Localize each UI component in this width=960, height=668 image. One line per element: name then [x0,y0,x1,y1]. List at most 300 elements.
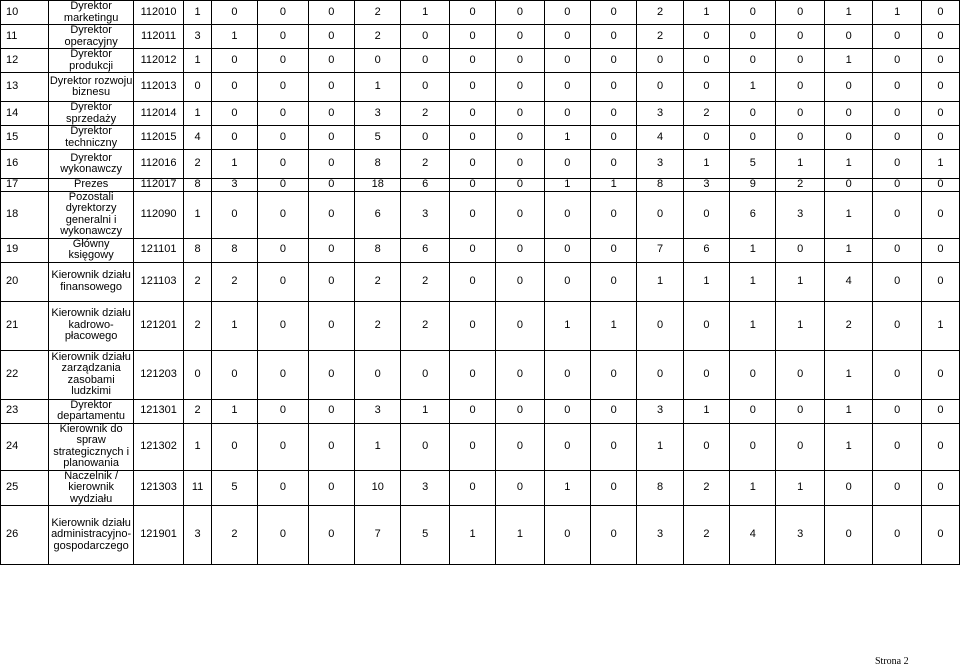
value-cell: 1 [730,262,776,301]
value-cell: 3 [776,191,824,238]
value-cell: 2 [824,301,872,350]
value-cell: 0 [824,73,872,102]
row-number: 20 [1,262,49,301]
row-number: 13 [1,73,49,102]
value-cell: 0 [308,1,354,25]
value-cell: 1 [776,470,824,506]
value-cell: 0 [544,150,590,179]
value-cell: 2 [211,506,257,565]
value-cell: 8 [637,470,683,506]
value-cell: 0 [873,191,921,238]
value-cell: 0 [211,350,257,399]
value-cell: 2 [355,262,401,301]
position-name: Dyrektor departamentu [49,399,133,423]
position-name: Dyrektor marketingu [49,1,133,25]
value-cell: 0 [683,350,729,399]
value-cell: 3 [211,179,257,192]
value-cell: 0 [401,423,449,470]
occupation-code: 121301 [133,399,184,423]
position-name: Dyrektor produkcji [49,49,133,73]
value-cell: 0 [308,262,354,301]
value-cell: 1 [544,301,590,350]
value-cell: 0 [449,238,495,262]
value-cell: 0 [308,126,354,150]
value-cell: 0 [873,506,921,565]
value-cell: 0 [184,350,211,399]
value-cell: 0 [591,25,637,49]
value-cell: 1 [824,191,872,238]
value-cell: 0 [544,191,590,238]
table-row [1,73,960,102]
value-cell: 0 [730,423,776,470]
value-cell: 0 [355,49,401,73]
value-cell: 0 [496,49,544,73]
value-cell: 1 [921,301,959,350]
value-cell: 1 [776,150,824,179]
value-cell: 0 [824,470,872,506]
value-cell: 0 [211,191,257,238]
value-cell: 0 [730,25,776,49]
value-cell: 0 [591,1,637,25]
value-cell: 1 [401,399,449,423]
value-cell: 1 [496,506,544,565]
value-cell: 0 [496,238,544,262]
position-name: Dyrektor techniczny [49,126,133,150]
value-cell: 1 [730,238,776,262]
value-cell: 0 [496,350,544,399]
table-row [1,399,960,423]
value-cell: 5 [211,470,257,506]
value-cell: 0 [824,126,872,150]
value-cell: 0 [308,399,354,423]
value-cell: 0 [591,262,637,301]
occupation-code: 112010 [133,1,184,25]
value-cell: 0 [591,49,637,73]
row-number: 22 [1,350,49,399]
value-cell: 0 [776,73,824,102]
occupation-code: 112090 [133,191,184,238]
table-row [1,350,960,399]
value-cell: 0 [591,423,637,470]
value-cell: 0 [921,350,959,399]
value-cell: 1 [683,262,729,301]
value-cell: 0 [921,506,959,565]
table-row [1,470,960,506]
value-cell: 0 [355,350,401,399]
position-name: Główny księgowy [49,238,133,262]
value-cell: 0 [873,423,921,470]
row-number: 17 [1,179,49,192]
value-cell: 5 [401,506,449,565]
value-cell: 1 [824,350,872,399]
value-cell: 0 [873,102,921,126]
value-cell: 1 [591,301,637,350]
value-cell: 10 [355,470,401,506]
value-cell: 0 [308,470,354,506]
value-cell: 0 [496,102,544,126]
value-cell: 11 [184,470,211,506]
value-cell: 0 [637,73,683,102]
value-cell: 0 [637,191,683,238]
value-cell: 1 [776,301,824,350]
value-cell: 0 [921,179,959,192]
value-cell: 5 [355,126,401,150]
value-cell: 0 [258,399,309,423]
value-cell: 0 [824,179,872,192]
value-cell: 1 [824,49,872,73]
occupation-code: 121303 [133,470,184,506]
value-cell: 0 [683,191,729,238]
value-cell: 0 [449,179,495,192]
value-cell: 0 [449,126,495,150]
table-row [1,191,960,238]
value-cell: 2 [637,25,683,49]
value-cell: 1 [824,399,872,423]
value-cell: 0 [496,1,544,25]
position-name: Kierownik działu finansowego [49,262,133,301]
value-cell: 4 [824,262,872,301]
value-cell: 0 [544,73,590,102]
value-cell: 0 [308,25,354,49]
value-cell: 2 [184,301,211,350]
value-cell: 0 [308,423,354,470]
value-cell: 5 [730,150,776,179]
value-cell: 3 [401,470,449,506]
value-cell: 0 [449,150,495,179]
value-cell: 0 [921,470,959,506]
position-name: Dyrektor rozwoju biznesu [49,73,133,102]
value-cell: 1 [184,423,211,470]
value-cell: 0 [258,102,309,126]
position-name: Dyrektor sprzedaży [49,102,133,126]
value-cell: 0 [730,126,776,150]
value-cell: 0 [544,350,590,399]
value-cell: 8 [355,150,401,179]
value-cell: 1 [449,506,495,565]
value-cell: 6 [401,179,449,192]
value-cell: 9 [730,179,776,192]
value-cell: 0 [591,102,637,126]
value-cell: 0 [496,179,544,192]
value-cell: 0 [496,126,544,150]
position-name: Kierownik działu kadrowo-płacowego [49,301,133,350]
position-name: Kierownik do spraw strategicznych i planowania [49,423,133,470]
value-cell: 2 [401,262,449,301]
value-cell: 3 [683,179,729,192]
value-cell: 1 [184,102,211,126]
value-cell: 0 [308,191,354,238]
occupation-code: 112016 [133,150,184,179]
table-row [1,1,960,25]
row-number: 26 [1,506,49,565]
value-cell: 0 [591,126,637,150]
value-cell: 1 [544,179,590,192]
value-cell: 0 [449,25,495,49]
value-cell: 0 [873,399,921,423]
value-cell: 0 [449,191,495,238]
value-cell: 0 [449,350,495,399]
occupation-code: 112017 [133,179,184,192]
value-cell: 1 [873,1,921,25]
value-cell: 1 [683,1,729,25]
value-cell: 0 [308,506,354,565]
occupation-code: 112014 [133,102,184,126]
table-row [1,262,960,301]
value-cell: 0 [496,470,544,506]
row-number: 24 [1,423,49,470]
value-cell: 0 [683,49,729,73]
value-cell: 0 [308,49,354,73]
value-cell: 6 [730,191,776,238]
value-cell: 0 [921,102,959,126]
value-cell: 0 [496,399,544,423]
value-cell: 0 [921,423,959,470]
value-cell: 3 [637,102,683,126]
value-cell: 0 [776,350,824,399]
value-cell: 0 [308,301,354,350]
table-row [1,238,960,262]
value-cell: 0 [401,126,449,150]
value-cell: 0 [258,126,309,150]
value-cell: 0 [873,126,921,150]
value-cell: 0 [496,301,544,350]
value-cell: 0 [873,470,921,506]
value-cell: 0 [637,301,683,350]
value-cell: 1 [184,1,211,25]
value-cell: 0 [496,73,544,102]
value-cell: 1 [211,301,257,350]
value-cell: 0 [873,238,921,262]
value-cell: 0 [308,350,354,399]
value-cell: 6 [355,191,401,238]
value-cell: 3 [776,506,824,565]
value-cell: 7 [637,238,683,262]
value-cell: 0 [730,49,776,73]
value-cell: 4 [730,506,776,565]
value-cell: 8 [211,238,257,262]
value-cell: 0 [308,73,354,102]
value-cell: 0 [776,126,824,150]
occupation-code: 121901 [133,506,184,565]
value-cell: 0 [824,102,872,126]
value-cell: 2 [355,301,401,350]
table-row [1,126,960,150]
value-cell: 0 [921,49,959,73]
value-cell: 0 [496,262,544,301]
value-cell: 6 [401,238,449,262]
value-cell: 7 [355,506,401,565]
value-cell: 0 [544,102,590,126]
value-cell: 0 [258,179,309,192]
value-cell: 0 [258,262,309,301]
value-cell: 8 [355,238,401,262]
value-cell: 0 [544,506,590,565]
value-cell: 1 [730,73,776,102]
value-cell: 0 [401,25,449,49]
value-cell: 0 [873,262,921,301]
value-cell: 0 [637,350,683,399]
value-cell: 0 [776,238,824,262]
value-cell: 0 [544,238,590,262]
value-cell: 0 [258,49,309,73]
row-number: 14 [1,102,49,126]
value-cell: 0 [496,150,544,179]
value-cell: 0 [873,25,921,49]
value-cell: 1 [637,423,683,470]
value-cell: 0 [921,25,959,49]
value-cell: 6 [683,238,729,262]
value-cell: 0 [591,150,637,179]
value-cell: 0 [258,73,309,102]
value-cell: 0 [401,73,449,102]
value-cell: 1 [824,423,872,470]
value-cell: 0 [921,73,959,102]
position-name: Dyrektor wykonawczy [49,150,133,179]
value-cell: 0 [258,423,309,470]
value-cell: 1 [591,179,637,192]
value-cell: 4 [637,126,683,150]
value-cell: 0 [449,73,495,102]
value-cell: 0 [591,238,637,262]
value-cell: 2 [184,150,211,179]
value-cell: 0 [921,1,959,25]
value-cell: 0 [544,25,590,49]
value-cell: 0 [591,73,637,102]
occupation-code: 121201 [133,301,184,350]
value-cell: 2 [776,179,824,192]
table-row [1,102,960,126]
value-cell: 0 [308,150,354,179]
row-number: 12 [1,49,49,73]
value-cell: 0 [449,470,495,506]
value-cell: 0 [496,25,544,49]
value-cell: 1 [211,399,257,423]
value-cell: 2 [401,102,449,126]
value-cell: 0 [683,301,729,350]
value-cell: 2 [355,1,401,25]
value-cell: 0 [683,126,729,150]
value-cell: 1 [730,470,776,506]
value-cell: 0 [591,191,637,238]
position-name: Kierownik działu zarządzania zasobami ludzkimi [49,350,133,399]
value-cell: 0 [544,1,590,25]
value-cell: 0 [211,1,257,25]
value-cell: 0 [449,1,495,25]
value-cell: 1 [921,150,959,179]
position-name: Naczelnik / kierownik wydziału [49,470,133,506]
value-cell: 1 [824,238,872,262]
row-number: 18 [1,191,49,238]
page-number: Strona 2 [875,656,909,667]
value-cell: 1 [355,423,401,470]
value-cell: 1 [211,25,257,49]
occupation-code: 112012 [133,49,184,73]
value-cell: 3 [355,399,401,423]
value-cell: 0 [258,1,309,25]
row-number: 10 [1,1,49,25]
value-cell: 18 [355,179,401,192]
value-cell: 0 [921,262,959,301]
value-cell: 0 [449,102,495,126]
position-name: Prezes [49,179,133,192]
position-name: Dyrektor operacyjny [49,25,133,49]
value-cell: 0 [308,179,354,192]
value-cell: 0 [308,102,354,126]
value-cell: 0 [496,423,544,470]
value-cell: 0 [776,399,824,423]
value-cell: 0 [449,423,495,470]
value-cell: 0 [544,49,590,73]
row-number: 16 [1,150,49,179]
value-cell: 3 [355,102,401,126]
table-row [1,25,960,49]
value-cell: 0 [258,238,309,262]
value-cell: 0 [211,102,257,126]
value-cell: 0 [258,301,309,350]
value-cell: 2 [401,301,449,350]
row-number: 25 [1,470,49,506]
value-cell: 2 [637,1,683,25]
occupation-code: 112015 [133,126,184,150]
value-cell: 2 [683,470,729,506]
value-cell: 0 [730,399,776,423]
value-cell: 0 [591,506,637,565]
value-cell: 0 [591,350,637,399]
value-cell: 0 [921,238,959,262]
value-cell: 0 [449,301,495,350]
value-cell: 0 [308,238,354,262]
value-cell: 4 [184,126,211,150]
value-cell: 3 [401,191,449,238]
value-cell: 1 [683,399,729,423]
occupation-code: 121302 [133,423,184,470]
value-cell: 3 [637,399,683,423]
value-cell: 0 [258,350,309,399]
value-cell: 3 [184,506,211,565]
value-cell: 0 [496,191,544,238]
value-cell: 3 [637,150,683,179]
value-cell: 2 [211,262,257,301]
row-number: 19 [1,238,49,262]
value-cell: 0 [683,73,729,102]
value-cell: 0 [591,470,637,506]
value-cell: 0 [211,49,257,73]
value-cell: 1 [544,470,590,506]
row-number: 23 [1,399,49,423]
value-cell: 1 [683,150,729,179]
value-cell: 0 [258,506,309,565]
value-cell: 8 [637,179,683,192]
occupation-code: 112011 [133,25,184,49]
value-cell: 0 [258,150,309,179]
value-cell: 0 [211,73,257,102]
value-cell: 0 [401,350,449,399]
value-cell: 0 [921,126,959,150]
value-cell: 0 [921,191,959,238]
value-cell: 0 [776,49,824,73]
table-row [1,179,960,192]
value-cell: 0 [449,262,495,301]
value-cell: 0 [873,301,921,350]
row-number: 21 [1,301,49,350]
value-cell: 0 [873,73,921,102]
value-cell: 0 [258,470,309,506]
value-cell: 2 [683,506,729,565]
value-cell: 0 [873,350,921,399]
row-number: 15 [1,126,49,150]
value-cell: 0 [824,25,872,49]
table-row [1,150,960,179]
